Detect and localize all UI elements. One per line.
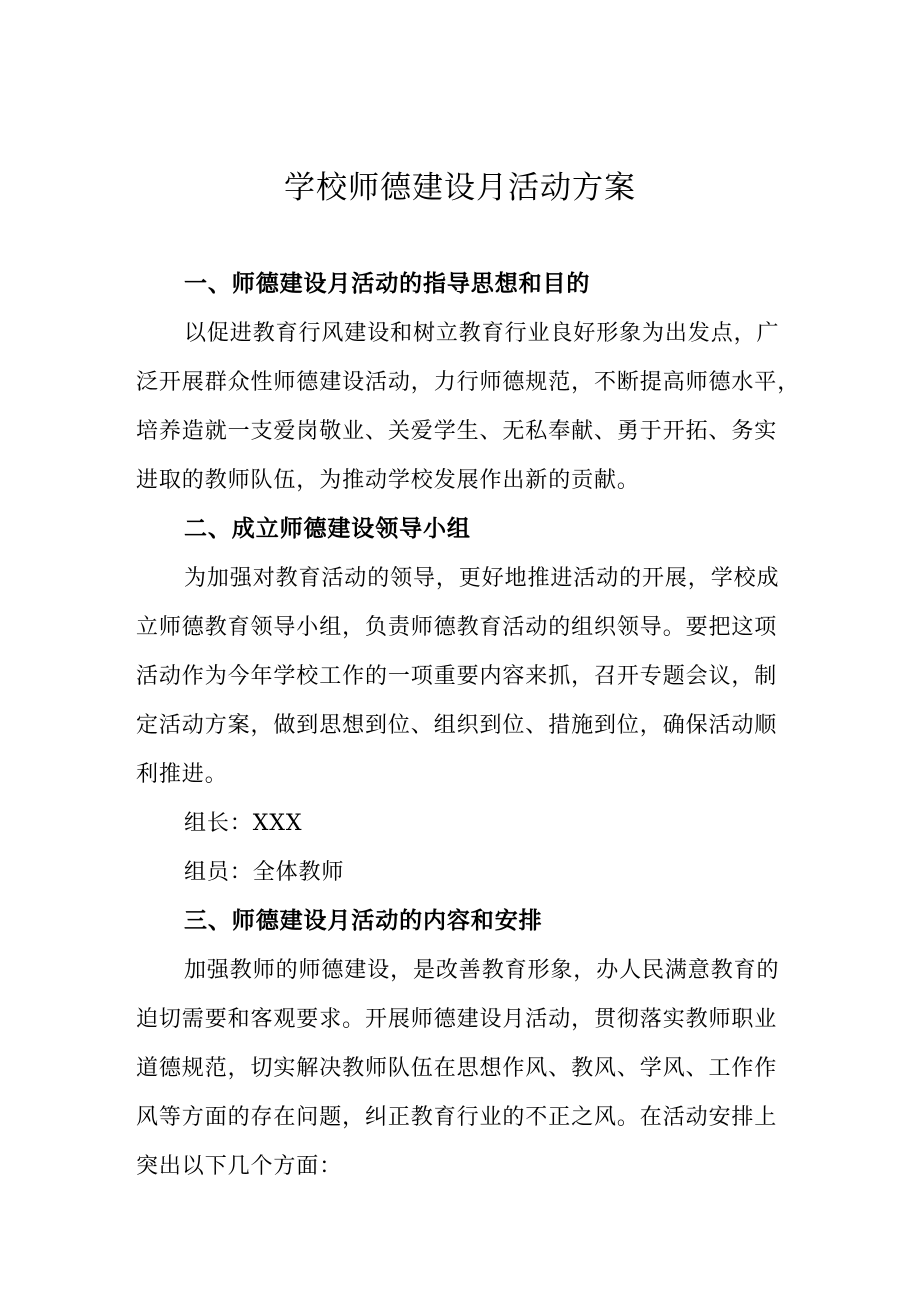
section-2-line: 定活动方案，做到思想到位、组织到位、措施到位，确保活动顺 [136, 713, 778, 738]
group-members: 组员：全体教师 [184, 860, 345, 885]
section-1-heading: 一、师德建设月活动的指导思想和目的 [184, 271, 591, 297]
section-1-line: 以促进教育行风建设和树立教育行业良好形象为出发点，广 [184, 321, 780, 346]
section-1-line: 泛开展群众性师德建设活动，力行师德规范，不断提高师德水平， [136, 370, 801, 395]
section-3-line: 迫切需要和客观要求。开展师德建设月活动，贯彻落实教师职业 [136, 1007, 778, 1032]
section-2-line: 为加强对教育活动的领导，更好地推进活动的开展，学校成 [184, 566, 780, 591]
group-leader: 组长：XXX [184, 811, 303, 836]
section-3-line: 风等方面的存在问题，纠正教育行业的不正之风。在活动安排上 [136, 1105, 778, 1130]
section-3-heading: 三、师德建设月活动的内容和安排 [184, 908, 543, 934]
document-body [136, 260, 801, 1191]
section-2-line: 利推进。 [136, 762, 228, 787]
document-title: 学校师德建设月活动方案 [284, 170, 636, 206]
section-3-line: 突出以下几个方面： [136, 1154, 343, 1179]
section-3-line: 加强教师的师德建设，是改善教育形象，办人民满意教育的 [184, 958, 780, 983]
section-3-line: 道德规范，切实解决教师队伍在思想作风、教风、学风、工作作 [136, 1056, 778, 1081]
section-1-line: 培养造就一支爱岗敬业、关爱学生、无私奉献、勇于开拓、务实 [136, 419, 778, 444]
section-2-line: 立师德教育领导小组，负责师德教育活动的组织领导。要把这项 [136, 615, 778, 640]
section-2-line: 活动作为今年学校工作的一项重要内容来抓，召开专题会议，制 [136, 664, 778, 689]
section-2-heading: 二、成立师德建设领导小组 [184, 516, 471, 542]
section-1-line: 进取的教师队伍，为推动学校发展作出新的贡献。 [136, 468, 640, 493]
